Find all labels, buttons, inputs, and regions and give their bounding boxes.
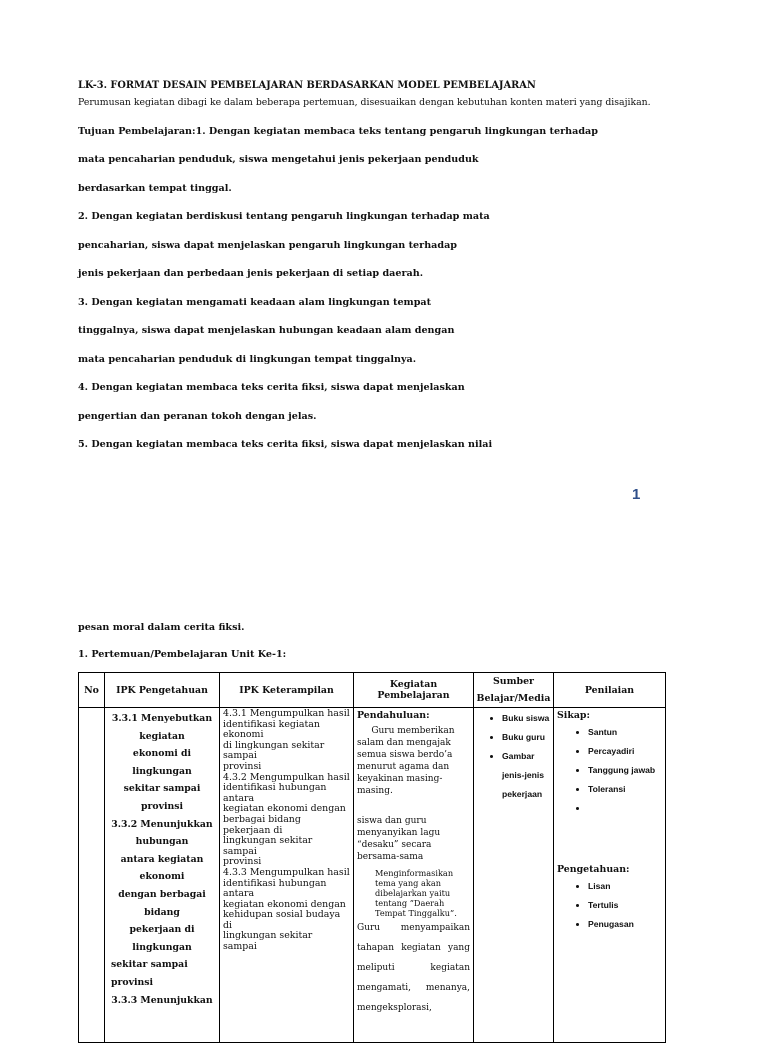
ipk-pengetahuan-line: 3.3.2 Menunjukkan (111, 818, 213, 830)
ipk-keterampilan-line: kehidupan sosial budaya (223, 909, 341, 921)
ipk-pengetahuan-line: sekitar sampai (123, 783, 201, 795)
ipk-keterampilan-line: 4.3.1 Mengumpulkan hasil (223, 708, 350, 719)
ipk-pengetahuan-line: 3.3.3 Menunjukkan (111, 994, 213, 1006)
cell-no (79, 708, 105, 1043)
ipk-pengetahuan-line: dengan berbagai (118, 888, 206, 900)
ipk-pengetahuan-line: provinsi (111, 976, 154, 988)
sikap-item: • Tanggung jawab (588, 761, 665, 780)
sikap-item (588, 799, 665, 818)
sikap-label: Sikap: (557, 710, 590, 721)
kegiatan-paragraph-3 (357, 868, 470, 918)
objective-line: tinggalnya, siswa dapat menjelaskan hubungan keadaan alam dengan (78, 325, 455, 336)
ipk-keterampilan-line: pekerjaan di (223, 824, 283, 836)
header-ipk-keterampilan: IPK Keterampilan (220, 673, 354, 708)
sikap-item: • Santun (588, 723, 665, 742)
ipk-keterampilan-line: di lingkungan sekitar (223, 739, 325, 751)
header-no: No (79, 673, 105, 708)
ipk-keterampilan-line: 4.3.2 Mengumpulkan hasil (223, 771, 350, 783)
sumber-item: • Buku siswa (502, 709, 553, 728)
objective-line: berdasarkan tempat tinggal. (78, 183, 232, 194)
kegiatan-p2-text: siswa dan guru menyanyikan lagu “desaku” secara bersama-sama (357, 816, 441, 862)
pengetahuan-item: • Tertulis (588, 896, 665, 915)
kegiatan-paragraph-2 (357, 815, 470, 863)
ipk-keterampilan-line: di (223, 919, 232, 931)
pengetahuan-item: • Lisan (588, 877, 665, 896)
ipk-keterampilan-line: 4.3.3 Mengumpulkan hasil (223, 866, 350, 878)
objective-line: Tujuan Pembelajaran:1. Dengan kegiatan membaca teks tentang pengaruh lingkungan terhadap (78, 126, 598, 137)
ipk-keterampilan-line: identifikasi hubungan (223, 877, 327, 889)
ipk-pengetahuan-line: lingkungan (132, 941, 192, 953)
lesson-plan-table (78, 672, 666, 1043)
objective-line: pencaharian, siswa dapat menjelaskan pengaruh lingkungan terhadap (78, 240, 458, 251)
sikap-list (554, 723, 665, 818)
pengetahuan-list (554, 877, 665, 934)
objective-line: mata pencaharian penduduk di lingkungan tempat tinggalnya. (78, 354, 417, 365)
ipk-keterampilan-line: provinsi (223, 760, 262, 772)
sumber-list (474, 709, 553, 804)
kegiatan-p4-text: Guru menyampaikan tahapan kegiatan yang meliputi kegiatan mengamati, menanya, mengeksplorasi, (357, 923, 470, 1013)
kegiatan-p3-text: Menginformasikan tema yang akan dibelajarkan yaitu tentang ”Daerah Tempat Tinggalku”. (375, 868, 457, 918)
ipk-pengetahuan-line: pekerjaan di (129, 924, 195, 936)
ipk-pengetahuan-line: hubungan (135, 836, 189, 848)
objective-line: 3. Dengan kegiatan mengamati keadaan alam lingkungan tempat (78, 297, 432, 308)
sikap-item: • Percayadiri (588, 742, 665, 761)
ipk-keterampilan-line: sampai (223, 750, 257, 762)
cell-ipk-keterampilan (220, 708, 354, 1043)
objective-line: 4. Dengan kegiatan membaca teks cerita fiksi, siswa dapat menjelaskan (78, 382, 465, 393)
header-ipk-pengetahuan: IPK Pengetahuan (105, 673, 220, 708)
cell-sumber (474, 708, 554, 1043)
ipk-keterampilan-line: lingkungan sekitar (223, 930, 313, 942)
objective-line: 2. Dengan kegiatan berdiskusi tentang pengaruh lingkungan terhadap mata (78, 211, 490, 222)
section-title: 1. Pertemuan/Pembelajaran Unit Ke-1: (78, 649, 287, 660)
kegiatan-heading: Pendahuluan: (357, 710, 430, 721)
ipk-pengetahuan-line: lingkungan (132, 765, 192, 777)
continuation-text: pesan moral dalam cerita fiksi. (78, 622, 245, 633)
ipk-pengetahuan-line: ekonomi (139, 871, 185, 883)
ipk-keterampilan-line: ekonomi (223, 729, 264, 741)
header-sumber-line1: Sumber (493, 676, 534, 687)
ipk-pengetahuan-line: kegiatan (139, 730, 185, 742)
objective-line: pengertian dan peranan tokoh dengan jelas. (78, 411, 317, 422)
kegiatan-p1-text: Guru memberikan salam dan mengajak semua siswa berdo’a menurut agama dan keyakinan masing-masing. (357, 726, 455, 796)
cell-ipk-pengetahuan (105, 708, 220, 1043)
ipk-pengetahuan-line: provinsi (140, 800, 184, 812)
cell-kegiatan (354, 708, 474, 1043)
ipk-keterampilan-line: kegiatan ekonomi dengan (223, 803, 346, 815)
objective-line: 5. Dengan kegiatan membaca teks cerita fiksi, siswa dapat menjelaskan nilai (78, 439, 493, 450)
pengetahuan-item: • Penugasan (588, 915, 665, 934)
kegiatan-paragraph-1 (357, 725, 470, 797)
ipk-keterampilan-line: kegiatan ekonomi dengan (223, 898, 346, 910)
ipk-keterampilan-line: antara (223, 888, 255, 900)
sikap-item: • Toleransi (588, 780, 665, 799)
ipk-pengetahuan-line: sekitar sampai (111, 959, 188, 971)
ipk-pengetahuan-line: bidang (144, 906, 180, 918)
cell-penilaian (554, 708, 666, 1043)
ipk-keterampilan-line: provinsi (223, 856, 262, 868)
ipk-pengetahuan-line: 3.3.1 Menyebutkan (111, 713, 213, 724)
header-penilaian: Penilaian (554, 673, 666, 708)
objective-line: mata pencaharian penduduk, siswa mengetahui jenis pekerjaan penduduk (78, 154, 479, 165)
ipk-keterampilan-line: lingkungan sekitar (223, 835, 313, 847)
sumber-item: • Gambar jenis-jenis pekerjaan (502, 747, 553, 804)
intro-text: Perumusan kegiatan dibagi ke dalam beberapa pertemuan, disesuaikan dengan kebutuhan konten materi yang disajikan. (78, 97, 651, 108)
ipk-pengetahuan-line: ekonomi di (132, 748, 192, 760)
header-sumber-line2: Belajar/Media (476, 693, 551, 704)
ipk-keterampilan-line: identifikasi kegiatan (223, 718, 320, 730)
page-number: 1 (632, 486, 641, 503)
objective-line: jenis pekerjaan dan perbedaan jenis pekerjaan di setiap daerah. (78, 268, 424, 279)
ipk-keterampilan-line: berbagai bidang (223, 813, 301, 825)
ipk-keterampilan-line: sampai (223, 845, 257, 857)
sumber-item: • Buku guru (502, 728, 553, 747)
ipk-keterampilan-line: identifikasi hubungan (223, 782, 327, 794)
document-heading: LK-3. FORMAT DESAIN PEMBELAJARAN BERDASARKAN MODEL PEMBELAJARAN (78, 80, 536, 91)
ipk-pengetahuan-line: antara kegiatan (120, 853, 204, 865)
header-kegiatan: Kegiatan Pembelajaran (354, 673, 474, 708)
pengetahuan-label: Pengetahuan: (557, 864, 630, 875)
ipk-keterampilan-line: antara (223, 792, 255, 804)
ipk-keterampilan-line: sampai (223, 941, 257, 953)
header-sumber (474, 673, 554, 708)
